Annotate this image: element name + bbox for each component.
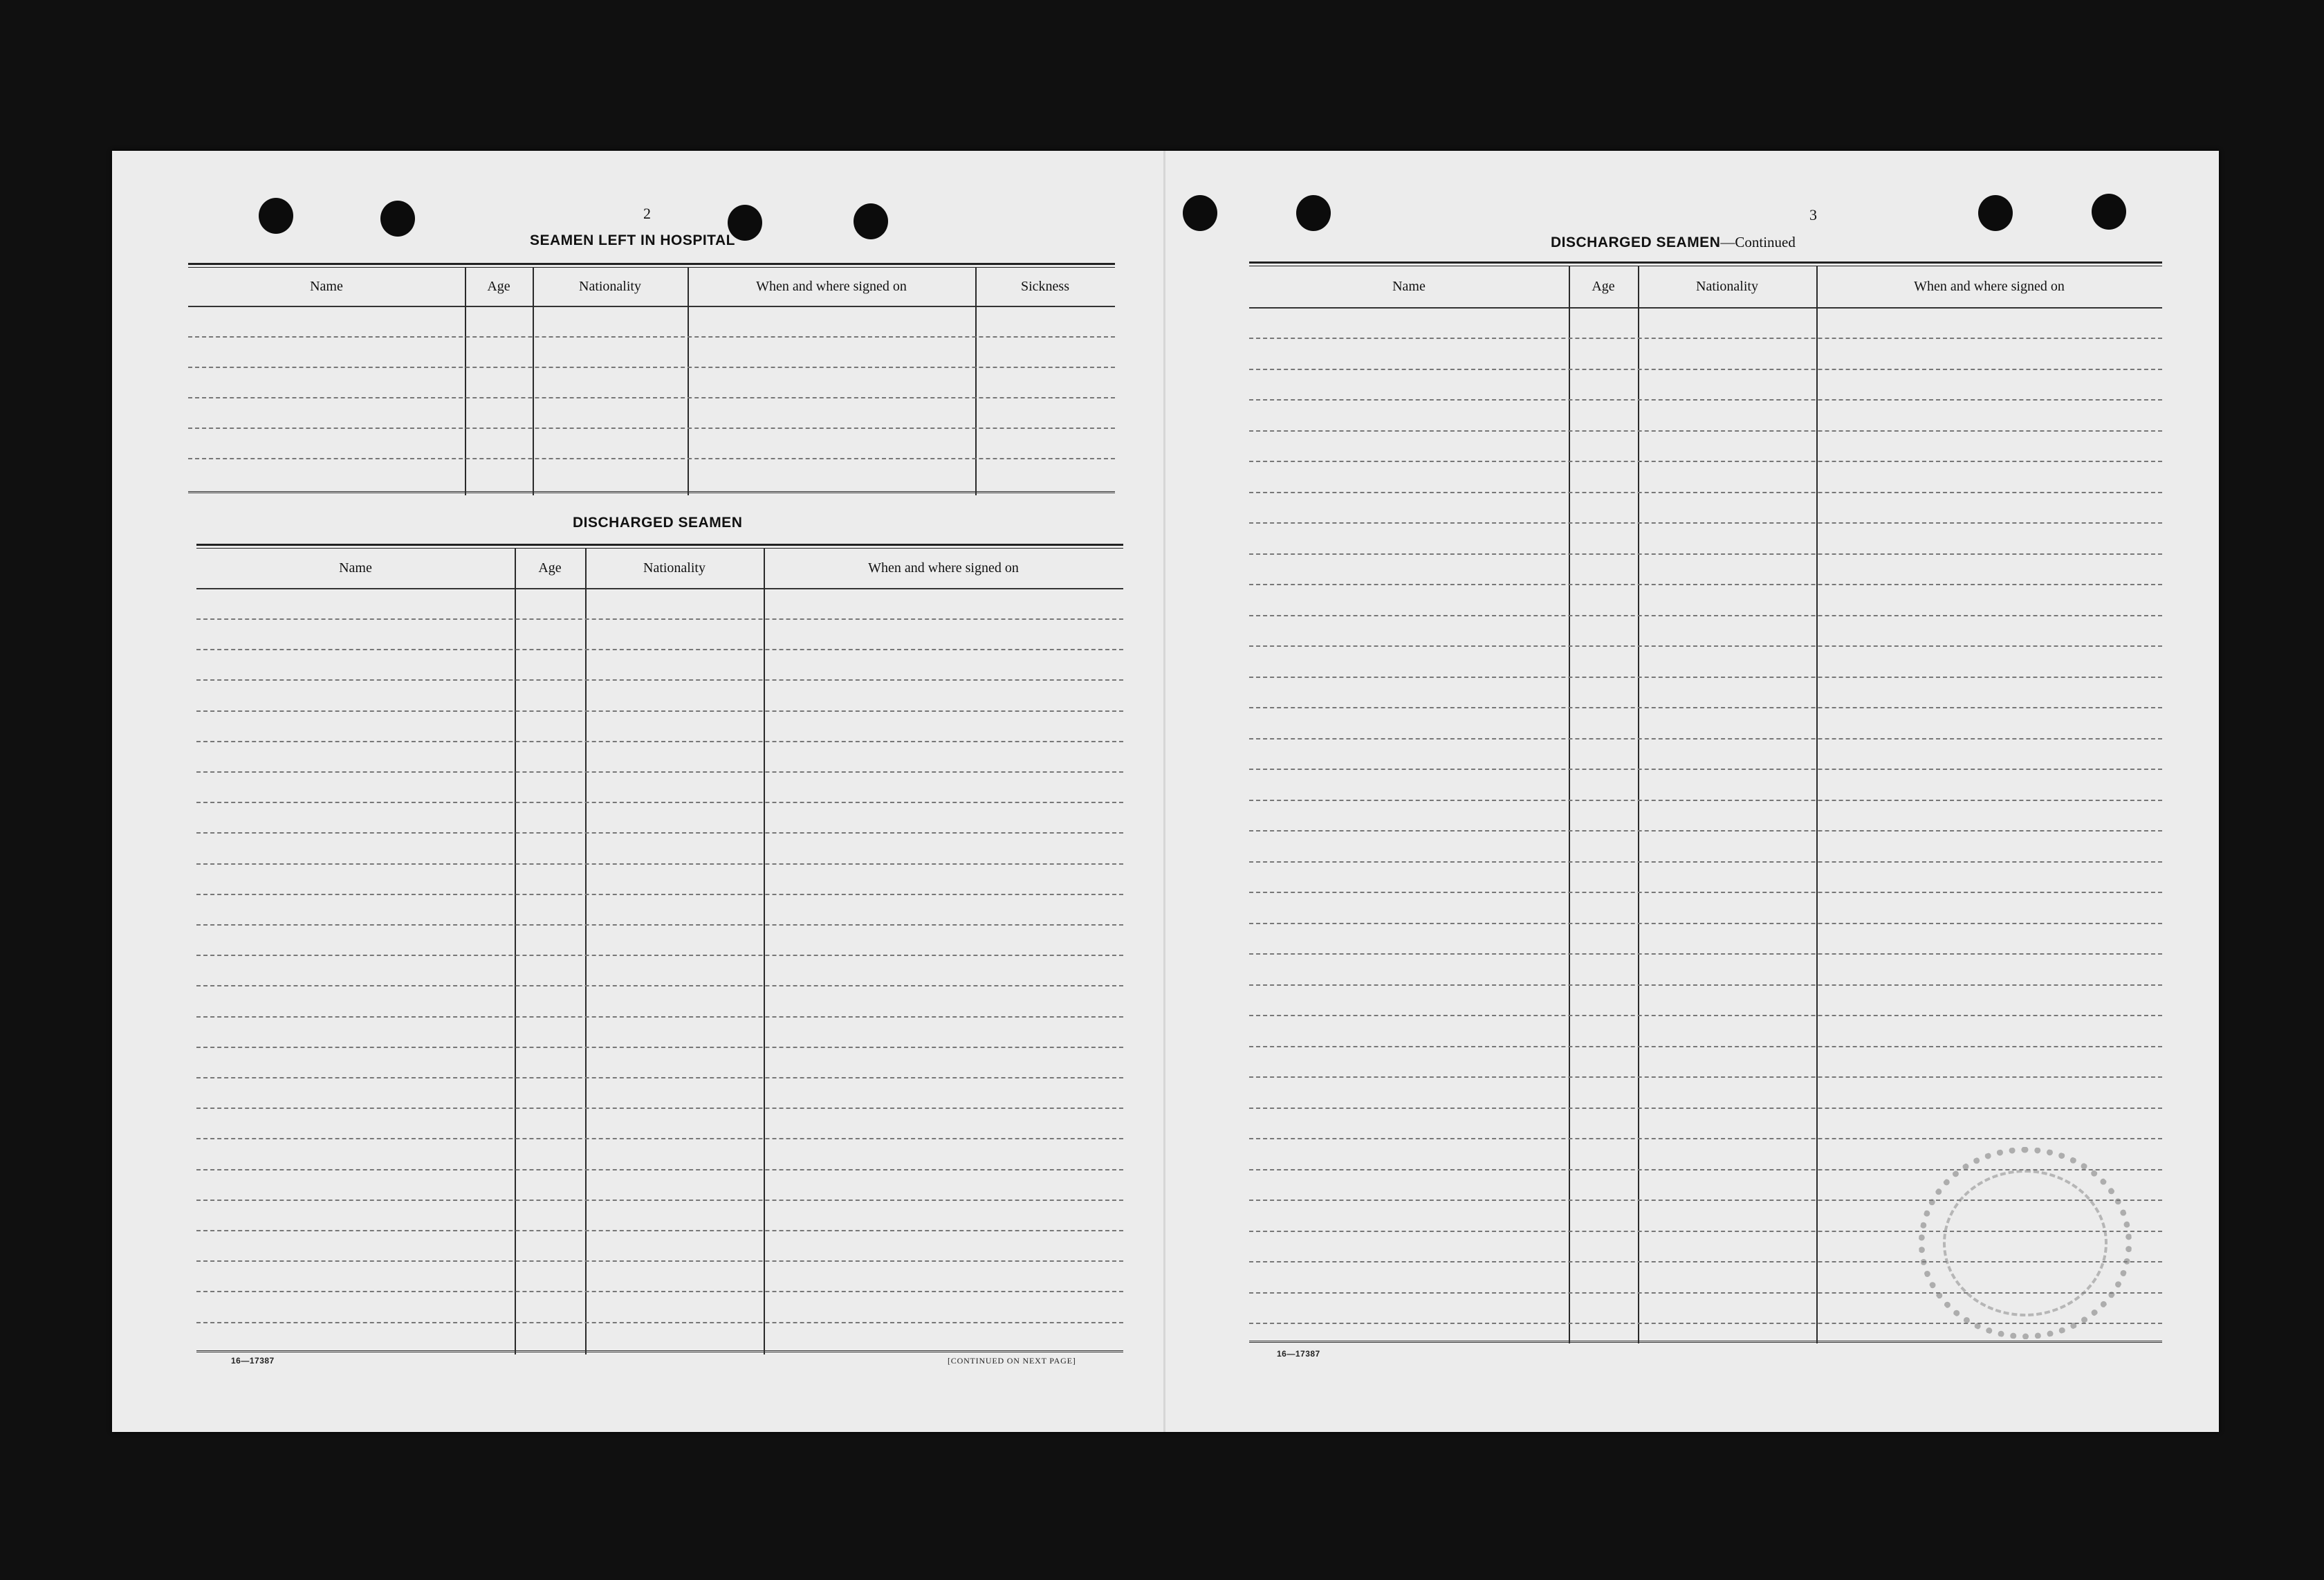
table-row [1249, 1015, 2162, 1016]
section-title-suffix: —Continued [1720, 234, 1796, 250]
table-row [1249, 1108, 2162, 1109]
column-header: Age [538, 560, 562, 576]
table-row [1249, 677, 2162, 678]
table-row [1249, 615, 2162, 616]
table-row [196, 1169, 1123, 1170]
right-page [1163, 151, 2219, 1432]
column-header: Nationality [579, 278, 641, 294]
table-row [1249, 769, 2162, 770]
punch-hole [380, 201, 415, 237]
table-row [1249, 738, 2162, 740]
table-row [188, 428, 1115, 429]
table-row [188, 367, 1115, 368]
table-row [196, 894, 1123, 895]
punch-hole [854, 203, 888, 239]
table-row [196, 1322, 1123, 1323]
column-header: When and where signed on [868, 560, 1019, 576]
page-number: 2 [643, 205, 651, 222]
table-row [188, 336, 1115, 338]
table-row [1249, 800, 2162, 801]
table-row [1249, 953, 2162, 955]
table-row [1249, 1046, 2162, 1047]
table-row [1249, 923, 2162, 924]
column-header: Name [1392, 278, 1426, 294]
discharged-section-title: DISCHARGED SEAMEN [573, 515, 743, 531]
table-row [196, 863, 1123, 865]
table-row [188, 397, 1115, 398]
punch-hole [2092, 194, 2126, 230]
table-row [1249, 553, 2162, 555]
column-header: Nationality [643, 560, 706, 576]
table-row [1249, 984, 2162, 986]
table-row [1249, 645, 2162, 647]
table-row [1249, 584, 2162, 585]
postal-stamp [1919, 1147, 2132, 1339]
section-title-main: DISCHARGED SEAMEN [1551, 235, 1721, 250]
column-header: Age [1592, 278, 1615, 294]
punch-hole [259, 198, 293, 234]
document-sheet [112, 151, 2219, 1432]
table-row [196, 1016, 1123, 1018]
table-row [1249, 492, 2162, 493]
hospital-section-title: SEAMEN LEFT IN HOSPITAL [530, 232, 735, 248]
table-row [196, 1230, 1123, 1231]
table-row [1249, 369, 2162, 370]
table-row [196, 985, 1123, 986]
table-row [1249, 707, 2162, 708]
column-header: Sickness [1021, 278, 1069, 294]
column-header: When and where signed on [1914, 278, 2065, 294]
table-row [196, 649, 1123, 650]
table-row [1249, 399, 2162, 401]
table-row [196, 1291, 1123, 1292]
punch-hole [1978, 195, 2013, 231]
table-row [1249, 522, 2162, 524]
table-row [196, 710, 1123, 712]
punch-hole [1296, 195, 1331, 231]
table-row [196, 1138, 1123, 1139]
table-row [1249, 830, 2162, 832]
table-row [188, 458, 1115, 459]
continued-note: [CONTINUED ON NEXT PAGE] [948, 1356, 1076, 1366]
table-row [196, 832, 1123, 834]
table-row [196, 1047, 1123, 1048]
column-header: Nationality [1696, 278, 1758, 294]
table-row [196, 618, 1123, 620]
column-header: Age [487, 278, 510, 294]
form-number: 16—17387 [231, 1356, 275, 1366]
table-row [196, 924, 1123, 926]
table-row [1249, 861, 2162, 863]
table-row [196, 1260, 1123, 1262]
table-row [196, 679, 1123, 681]
column-header: Name [310, 278, 343, 294]
table-row [196, 955, 1123, 956]
page-number: 3 [1809, 206, 1817, 223]
table-row [1249, 338, 2162, 339]
table-row [196, 1200, 1123, 1201]
column-header: Name [339, 560, 372, 576]
table-row [1249, 892, 2162, 893]
table-row [196, 802, 1123, 803]
table-row [1249, 461, 2162, 462]
form-number: 16—17387 [1277, 1349, 1320, 1359]
table-row [196, 771, 1123, 773]
table-row [196, 741, 1123, 742]
table-row [196, 1108, 1123, 1109]
column-header: When and where signed on [756, 278, 907, 294]
table-row [1249, 1076, 2162, 1078]
discharged-continued-title [1551, 234, 1796, 251]
punch-hole [1183, 195, 1217, 231]
discharged-table [196, 544, 1123, 1374]
table-row [1249, 430, 2162, 432]
table-row [1249, 1138, 2162, 1139]
left-page [112, 151, 1163, 1432]
table-row [196, 1077, 1123, 1078]
